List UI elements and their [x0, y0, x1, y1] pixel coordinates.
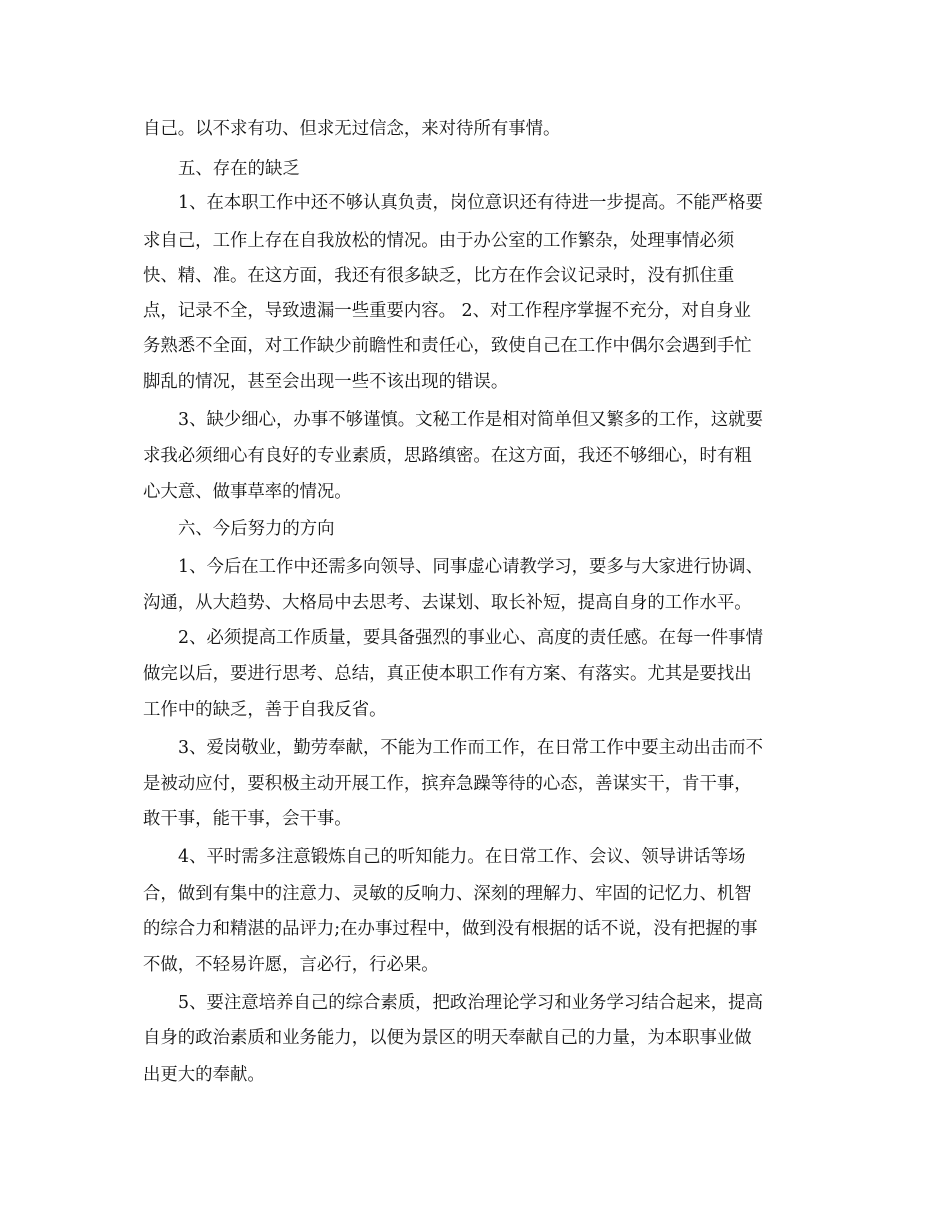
text-line: 是被动应付，要积极主动开展工作，摈弃急躁等待的心态，善谋实干，肯干事，	[143, 774, 752, 794]
text-line: 合，做到有集中的注意力、灵敏的反响力、深刻的理解力、牢固的记忆力、机智	[143, 884, 752, 904]
text-line: 3、缺少细心，办事不够谨慎。文秘工作是相对简单但又繁多的工作，这就要	[178, 410, 763, 430]
text-line: 求自己，工作上存在自我放松的情况。由于办公室的工作繁杂，处理事情必须	[143, 231, 735, 251]
text-line: 2、必须提高工作质量，要具备强烈的事业心、高度的责任感。在每一件事情	[178, 628, 763, 648]
section-heading-future-direction: 六、今后努力的方向	[178, 519, 335, 539]
text-line: 1、在本职工作中还不够认真负责，岗位意识还有待进一步提高。不能严格要	[178, 193, 763, 213]
text-line: 不做，不轻易许愿，言必行，行必果。	[143, 955, 439, 975]
text-line: 求我必须细心有良好的专业素质，思路缜密。在这方面，我还不够细心，时有粗	[143, 446, 752, 466]
text-line: 点，记录不全，导致遗漏一些重要内容。 2、对工作程序掌握不充分，对自身业	[143, 301, 751, 321]
text-line: 工作中的缺乏，善于自我反省。	[143, 700, 387, 720]
text-line: 3、爱岗敬业，勤劳奉献，不能为工作而工作，在日常工作中要主动出击而不	[178, 738, 763, 758]
text-line: 5、要注意培养自己的综合素质，把政治理论学习和业务学习结合起来，提高	[178, 993, 763, 1013]
text-line-continuation: 自己。以不求有功、但求无过信念，来对待所有事情。	[143, 119, 561, 139]
text-line: 务熟悉不全面，对工作缺少前瞻性和责任心，致使自己在工作中偶尔会遇到手忙	[143, 336, 752, 356]
text-line: 脚乱的情况，甚至会出现一些不该出现的错误。	[143, 372, 509, 392]
text-line: 1、今后在工作中还需多向领导、同事虚心请教学习，要多与大家进行协调、	[178, 557, 763, 577]
text-line: 做完以后，要进行思考、总结，真正使本职工作有方案、有落实。尤其是要找出	[143, 664, 752, 684]
text-line: 4、平时需多注意锻炼自己的听知能力。在日常工作、会议、领导讲话等场	[178, 847, 746, 867]
text-line: 快、精、准。在这方面，我还有很多缺乏，比方在作会议记录时，没有抓住重	[143, 266, 735, 286]
text-line: 自身的政治素质和业务能力，以便为景区的明天奉献自己的力量，为本职事业做	[143, 1028, 752, 1048]
text-line: 的综合力和精湛的品评力;在办事过程中，做到没有根据的话不说，没有把握的事	[143, 919, 758, 939]
text-line: 出更大的奉献。	[143, 1065, 265, 1085]
text-line: 敢干事，能干事，会干事。	[143, 809, 352, 829]
section-heading-shortcomings: 五、存在的缺乏	[178, 159, 300, 179]
text-line: 心大意、做事草率的情况。	[143, 482, 352, 502]
text-line: 沟通，从大趋势、大格局中去思考、去谋划、取长补短，提高自身的工作水平。	[143, 593, 752, 613]
